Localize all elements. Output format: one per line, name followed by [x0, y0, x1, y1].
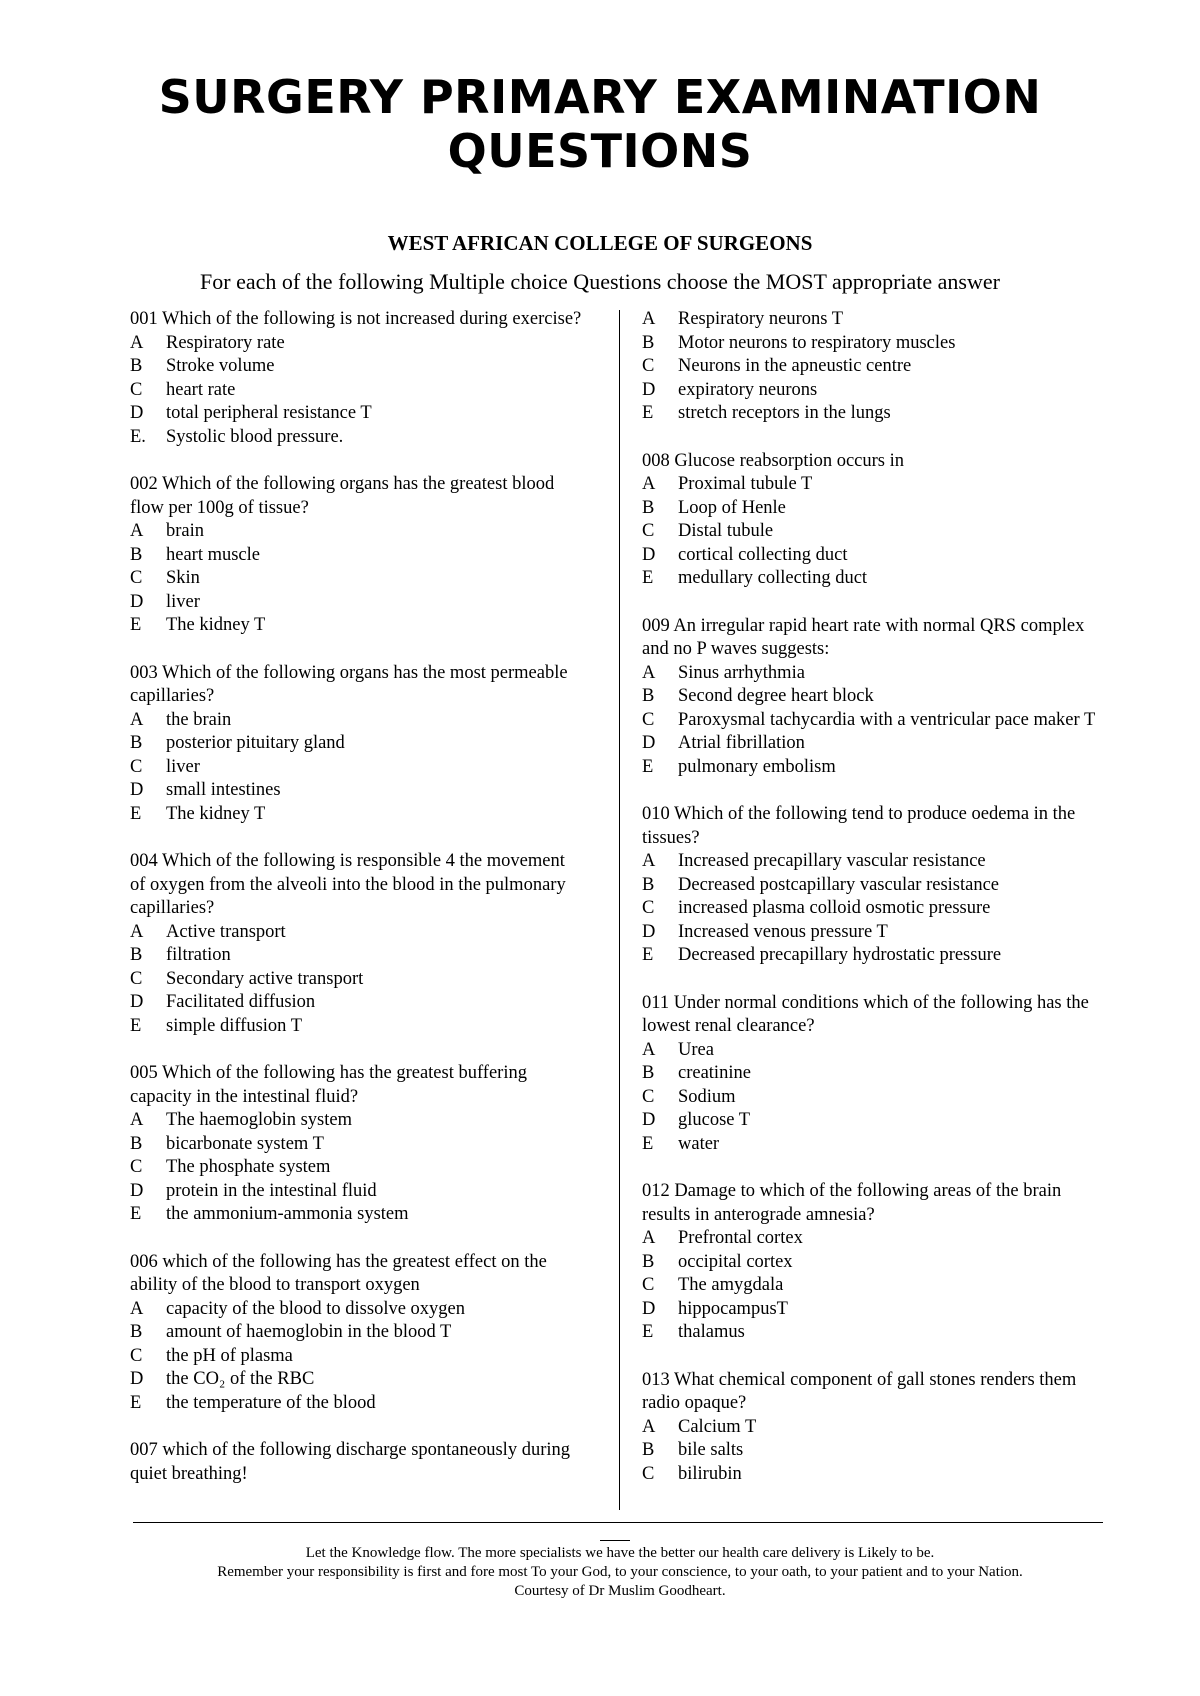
- column-divider: [619, 310, 620, 1510]
- option-text: capacity of the blood to dissolve oxygen: [166, 1298, 466, 1319]
- option: [130, 1368, 582, 1392]
- question-005: [130, 1062, 582, 1227]
- option: [642, 355, 1112, 379]
- option-text: Atrial fibrillation: [678, 733, 805, 753]
- option-text: Prefrontal cortex: [678, 1228, 803, 1248]
- footer-mark: [600, 1540, 630, 1541]
- question-text: 008 Glucose reabsorption occurs in: [642, 450, 905, 471]
- option-letter: E: [642, 945, 654, 965]
- option: [130, 426, 582, 450]
- option-text: Increased precapillary vascular resistance: [678, 851, 986, 871]
- option-text: medullary collecting duct: [678, 568, 868, 588]
- option: [642, 1227, 1112, 1251]
- option: [130, 567, 582, 591]
- title-line-1: SURGERY PRIMARY EXAMINATION: [158, 70, 1042, 124]
- option-text: Secondary active transport: [166, 968, 364, 989]
- option: [642, 1439, 1112, 1463]
- option-text: total peripheral resistance T: [166, 403, 372, 423]
- option-text: The amygdala: [678, 1275, 784, 1295]
- option-text: the ammonium-ammonia system: [166, 1204, 409, 1224]
- footer-line-2: Remember your responsibility is first and fore most To your God, to your conscience, to your oath, to your patient and to your Nation.: [217, 1564, 1023, 1580]
- option-text: stretch receptors in the lungs: [678, 403, 891, 423]
- option: [130, 1392, 582, 1416]
- option-text: protein in the intestinal fluid: [166, 1180, 377, 1201]
- option: [642, 379, 1112, 403]
- question-text: 011 Under normal conditions which of the following has the lowest renal clearance?: [642, 992, 1089, 1036]
- option-letter: A: [642, 662, 656, 683]
- option-text: the CO₂ of the RBC: [166, 1369, 315, 1389]
- option-text: liver: [166, 756, 200, 777]
- option: [130, 1203, 582, 1227]
- option-text: pulmonary embolism: [678, 756, 836, 777]
- option: [130, 779, 582, 803]
- option: [130, 991, 582, 1015]
- option-letter: C: [642, 521, 655, 541]
- college-name: WEST AFRICAN COLLEGE OF SURGEONS: [387, 231, 813, 255]
- option-letter: C: [130, 1157, 143, 1177]
- option: [642, 921, 1112, 945]
- option: [642, 473, 1112, 497]
- option-text: Urea: [678, 1039, 714, 1060]
- option: [642, 1062, 1112, 1086]
- footer-line-3: Courtesy of Dr Muslim Goodheart.: [514, 1583, 726, 1599]
- option-text: glucose T: [678, 1110, 751, 1130]
- option: [130, 1109, 582, 1133]
- option-letter: B: [642, 686, 655, 706]
- option-text: brain: [166, 521, 205, 541]
- question-011: [642, 992, 1112, 1157]
- option: [642, 732, 1112, 756]
- option-text: Loop of Henle: [678, 497, 786, 518]
- option-text: small intestines: [166, 780, 281, 800]
- question-text: 003 Which of the following organs has the most permeable capillaries?: [130, 662, 568, 706]
- option-letter: B: [642, 1251, 655, 1272]
- title-line-2: QUESTIONS: [447, 124, 753, 178]
- option: [642, 1251, 1112, 1275]
- option-letter: A: [130, 1298, 144, 1319]
- question-text: 009 An irregular rapid heart rate with normal QRS complex and no P waves suggests:: [642, 615, 1085, 659]
- question-007: [130, 1439, 582, 1486]
- option-letter: E: [642, 756, 654, 777]
- option-letter: A: [130, 521, 144, 541]
- option-text: heart rate: [166, 379, 236, 400]
- question-013: [642, 1369, 1112, 1487]
- option: [130, 756, 582, 780]
- option-text: heart muscle: [166, 544, 260, 565]
- option-letter: D: [642, 379, 656, 400]
- option-text: hippocampusT: [678, 1298, 788, 1319]
- option-letter: D: [130, 403, 144, 423]
- option-letter: D: [130, 1180, 144, 1201]
- option-letter: E: [130, 1392, 142, 1413]
- option-letter: C: [642, 709, 655, 730]
- option: [642, 685, 1112, 709]
- option: [642, 1274, 1112, 1298]
- option-text: Respiratory rate: [166, 332, 285, 353]
- option-text: the temperature of the blood: [166, 1392, 376, 1413]
- option-text: simple diffusion T: [166, 1015, 303, 1036]
- option: [130, 1298, 582, 1322]
- option-letter: A: [642, 474, 656, 494]
- option: [642, 874, 1112, 898]
- option-letter: B: [130, 1322, 143, 1342]
- option-letter: E: [642, 1133, 654, 1154]
- option-text: bile salts: [678, 1440, 744, 1460]
- option-text: bilirubin: [678, 1463, 742, 1484]
- option: [642, 662, 1112, 686]
- option-letter: A: [130, 709, 144, 730]
- option-letter: D: [130, 780, 144, 800]
- option-letter: C: [130, 568, 143, 588]
- option-letter: C: [130, 756, 143, 777]
- option-letter: A: [130, 921, 144, 942]
- option-text: Sodium: [678, 1086, 736, 1107]
- option: [642, 567, 1112, 591]
- page-footer: [140, 1544, 1100, 1601]
- question-text: 007 which of the following discharge spontaneously during quiet breathing!: [130, 1440, 570, 1484]
- option: [642, 1463, 1112, 1487]
- option: [130, 803, 582, 827]
- option: [130, 379, 582, 403]
- option-text: posterior pituitary gland: [166, 733, 345, 753]
- option-letter: D: [130, 992, 144, 1012]
- option-text: amount of haemoglobin in the blood T: [166, 1322, 452, 1342]
- option-letter: A: [130, 332, 144, 353]
- option: [642, 497, 1112, 521]
- question-text: 006 which of the following has the greatest effect on the ability of the blood to transport oxygen: [130, 1251, 547, 1295]
- option-letter: A: [642, 1039, 656, 1060]
- option: [642, 402, 1112, 426]
- option-text: Second degree heart block: [678, 686, 874, 706]
- option-text: Calcium T: [678, 1416, 757, 1437]
- option-letter: E: [642, 403, 654, 423]
- left-column: [130, 308, 582, 1510]
- option-text: The kidney T: [166, 803, 266, 824]
- option-text: Distal tubule: [678, 521, 774, 541]
- option-text: filtration: [166, 945, 231, 965]
- option: [642, 1039, 1112, 1063]
- page-title: [0, 70, 1200, 178]
- option-text: increased plasma colloid osmotic pressure: [678, 898, 991, 918]
- option-letter: E: [642, 568, 654, 588]
- option-text: Respiratory neurons T: [678, 309, 844, 329]
- option: [130, 355, 582, 379]
- option: [130, 732, 582, 756]
- question-text: 001 Which of the following is not increased during exercise?: [130, 309, 582, 329]
- option-text: Decreased precapillary hydrostatic pressure: [678, 945, 1002, 965]
- option-letter: A: [642, 1416, 656, 1437]
- option: [642, 1321, 1112, 1345]
- option-letter: B: [642, 874, 655, 895]
- option-letter: A: [642, 851, 656, 871]
- question-001: [130, 308, 582, 449]
- option-letter: D: [130, 1369, 144, 1389]
- option: [130, 968, 582, 992]
- option: [642, 897, 1112, 921]
- option-letter: D: [642, 1298, 656, 1319]
- question-text: 004 Which of the following is responsible 4 the movement of oxygen from the alveoli into the blood in the pulmonary capillaries?: [130, 851, 566, 918]
- option-letter: E: [642, 1322, 654, 1342]
- option: [130, 1156, 582, 1180]
- option-text: water: [678, 1133, 720, 1154]
- option-text: liver: [166, 591, 200, 612]
- question-text: 012 Damage to which of the following areas of the brain results in anterograde amnesia?: [642, 1181, 1062, 1225]
- option-letter: C: [642, 898, 655, 918]
- option-text: bicarbonate system T: [166, 1133, 324, 1154]
- option: [642, 308, 1112, 332]
- question-003: [130, 662, 582, 827]
- option: [642, 850, 1112, 874]
- question-text: 005 Which of the following has the greatest buffering capacity in the intestinal fluid?: [130, 1063, 527, 1107]
- option-letter: C: [130, 1345, 143, 1366]
- option-text: Increased venous pressure T: [678, 921, 888, 942]
- question-text: 002 Which of the following organs has the greatest blood flow per 100g of tissue?: [130, 474, 555, 518]
- option: [642, 756, 1112, 780]
- option: [130, 1180, 582, 1204]
- option-letter: E: [130, 615, 142, 635]
- option-text: cortical collecting duct: [678, 544, 848, 565]
- option-letter: B: [130, 945, 143, 965]
- option-letter: B: [642, 1063, 655, 1083]
- option-letter: B: [130, 733, 143, 753]
- option-text: Paroxysmal tachycardia with a ventricular pace maker T: [678, 709, 1096, 730]
- option: [642, 1298, 1112, 1322]
- option-letter: B: [130, 544, 143, 565]
- option-letter: E: [130, 1204, 142, 1224]
- option-text: occipital cortex: [678, 1251, 793, 1272]
- option-letter: B: [130, 1133, 143, 1154]
- question-010: [642, 803, 1112, 968]
- option: [130, 1321, 582, 1345]
- option: [130, 921, 582, 945]
- option: [130, 1133, 582, 1157]
- option-text: The kidney T: [166, 615, 266, 635]
- option-letter: E: [130, 1015, 142, 1036]
- option-letter: D: [642, 1110, 656, 1130]
- option: [642, 1416, 1112, 1440]
- question-007-options: [642, 308, 1112, 426]
- option-letter: C: [130, 379, 143, 400]
- option-letter: B: [642, 1440, 655, 1460]
- option-text: the brain: [166, 709, 232, 730]
- option-text: The haemoglobin system: [166, 1110, 352, 1130]
- question-012: [642, 1180, 1112, 1345]
- option-text: Sinus arrhythmia: [678, 662, 805, 683]
- option-letter: D: [130, 591, 144, 612]
- option-letter: C: [642, 356, 655, 376]
- option-text: expiratory neurons: [678, 379, 818, 400]
- option-letter: E.: [130, 426, 146, 447]
- question-008: [642, 450, 1112, 591]
- right-column: [642, 308, 1112, 1510]
- option: [642, 944, 1112, 968]
- option: [130, 332, 582, 356]
- option: [130, 709, 582, 733]
- option: [130, 1345, 582, 1369]
- question-text: 013 What chemical component of gall stones renders them radio opaque?: [642, 1369, 1077, 1413]
- footer-rule: [133, 1522, 1103, 1523]
- option-letter: B: [130, 356, 143, 376]
- question-009: [642, 615, 1112, 780]
- option-letter: D: [642, 544, 656, 565]
- option-text: Active transport: [166, 921, 286, 942]
- option: [642, 520, 1112, 544]
- option: [642, 544, 1112, 568]
- option-letter: B: [642, 497, 655, 518]
- option-text: The phosphate system: [166, 1157, 331, 1177]
- option-letter: E: [130, 803, 142, 824]
- option-text: thalamus: [678, 1322, 745, 1342]
- option-text: Motor neurons to respiratory muscles: [678, 332, 956, 353]
- question-002: [130, 473, 582, 638]
- option-text: Systolic blood pressure.: [166, 426, 344, 447]
- option: [130, 544, 582, 568]
- option: [642, 1086, 1112, 1110]
- option: [130, 944, 582, 968]
- option: [642, 1133, 1112, 1157]
- option: [130, 591, 582, 615]
- option-text: Stroke volume: [166, 356, 275, 376]
- option: [642, 332, 1112, 356]
- option: [130, 1015, 582, 1039]
- option-text: the pH of plasma: [166, 1345, 293, 1366]
- option-text: Proximal tubule T: [678, 474, 813, 494]
- option-letter: C: [642, 1275, 655, 1295]
- instruction-text: For each of the following Multiple choice Questions choose the MOST appropriate answer: [200, 269, 1000, 294]
- option-text: Facilitated diffusion: [166, 992, 316, 1012]
- option-text: creatinine: [678, 1063, 751, 1083]
- option: [642, 1109, 1112, 1133]
- footer-line-1: Let the Knowledge flow. The more specialists we have the better our health care delivery is Likely to be.: [305, 1545, 935, 1561]
- option-letter: C: [642, 1463, 655, 1484]
- option-letter: D: [642, 733, 656, 753]
- option-letter: A: [642, 309, 656, 329]
- question-text: 010 Which of the following tend to produce oedema in the tissues?: [642, 804, 1076, 848]
- question-006: [130, 1251, 582, 1416]
- option-letter: D: [642, 921, 656, 942]
- option: [130, 614, 582, 638]
- option-letter: C: [642, 1086, 655, 1107]
- option-text: Neurons in the apneustic centre: [678, 356, 912, 376]
- question-004: [130, 850, 582, 1038]
- option-letter: A: [642, 1228, 656, 1248]
- option: [642, 709, 1112, 733]
- option: [130, 520, 582, 544]
- option-text: Skin: [166, 568, 200, 588]
- option-letter: C: [130, 968, 143, 989]
- option-text: Decreased postcapillary vascular resistance: [678, 874, 1000, 895]
- option-letter: B: [642, 332, 655, 353]
- option-letter: A: [130, 1110, 144, 1130]
- option: [130, 402, 582, 426]
